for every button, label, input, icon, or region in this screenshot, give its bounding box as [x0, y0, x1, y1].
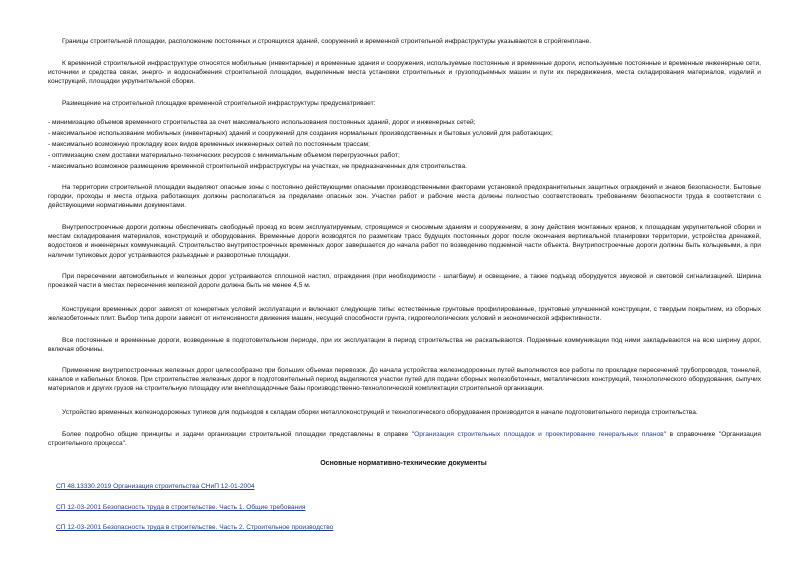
- reference-link-sp12-part2[interactable]: СП 12-03-2001 Безопасность труда в строительстве. Часть 2. Строительное производство: [56, 524, 334, 531]
- list-item: - максимальное использование мобильных (инвентарных) зданий и сооружений для создания нормальных производственных и бытовых условий для работающих;: [48, 130, 553, 137]
- list-item: - оптимизацию схем доставки материально-технических ресурсов с минимальным объемом перегрузочных работ;: [48, 152, 400, 159]
- paragraph-roads-not-dug: Все постоянные и временные дороги, возведенные в подготовительном периоде, при их эксплуатации в период строительства не раскапываются. Подземные коммуникации под ними закладываются на всю ширину дорог, включая обочины.: [48, 337, 761, 354]
- reference-link-sp48[interactable]: СП 48.13330.2019 Организация строительства СНиП 12-01-2004: [56, 483, 255, 490]
- paragraph-road-construction: Конструкции временных дорог зависят от конкретных условий эксплуатации и включают следующие типы: естественные грунтовые профилированные, грунтовые улучшенной конструкции, с твердым покрытием, из сборных железобетонных плит. Выбор типа дороги зависит от интенсивности движения машин, несущей способности грунта, гидрогеологических условий и экономической эффективности.: [48, 306, 761, 323]
- reference-link-sp12-part1[interactable]: СП 12-03-2001 Безопасность труда в строительстве. Часть 1. Общие требования: [56, 504, 306, 511]
- paragraph-railways: Применение внутрипостроечных железных дорог целесообразно при больших объемах перевозок. До начала устройства железнодорожных путей выполняются все работы по прокладке пересечений трубопроводов, тоннелей, каналов и кабельных блоков. При строительстве железных дорог в подготовительный период выделяются участки путей для подачи сборных железобетонных, металлических конструкций, технологического оборудования, сыпучих материалов и других грузов на строительную площадку или внеплощадочные базы производственно-технологической комплектации строительной организации.: [48, 367, 761, 393]
- more-info-text-after: " в справочнике "Организация строительного процесса".: [48, 431, 761, 448]
- paragraph-internal-roads: Внутрипостроечные дороги должны обеспечивать свободный проезд ко всем эксплуатируемым, строящимся и сносимым зданиям и сооружениям, в зону действия монтажных кранов, к площадкам укрупнительной сборки и местам складирования материалов, конструкций и оборудования. Временные дороги возводятся по разметкам трасс будущих постоянных дорог после окончания вертикальной планировки территории, устройства дренажей, водостоков и инженерных коммуникаций. Строительство внутрипостроечных временных дорог завершается до начала работ по возведению подземной части объекта. Внутрипостроечные дороги должны быть кольцевыми, а при наличии тупиковых дорог устраиваются разъездные и разворотные площадки.: [48, 224, 761, 259]
- link-site-organization[interactable]: Организация строительных площадок и проектирование генеральных планов: [414, 431, 664, 438]
- list-item: - максимально возможную прокладку всех видов временных инженерных сетей по постоянным трассам;: [48, 141, 370, 148]
- paragraph-road-crossings: При пересечении автомобильных и железных дорог устраиваются сплошной настил, ограждения (при необходимости - шлагбаум) и освещение, а также подъезд оборудуется звуковой и световой сигнализацией. Ширина проезжей части в местах пересечения железной дороги должна быть не менее 4,5 м.: [48, 273, 761, 290]
- placement-list: [48, 117, 761, 172]
- more-info-text-before: Более подробно общие принципы и задачи организации строительной площадки представлены в справке ": [62, 431, 415, 438]
- paragraph-site-boundaries: Границы строительной площадки, расположение постоянных и строящихся зданий, сооружений и временной строительной инфраструктуры указываются в стройгенплане.: [62, 38, 592, 45]
- paragraph-danger-zones: На территории строительной площадки выделяют опасные зоны с постоянно действующими опасными производственными факторами установкой предохранительных защитных ограждений и знаков безопасности. Бытовые городки, проходы и места отдыха работающих должны располагаться за пределами опасных зон. Участки работ и рабочие места должны полностью соответствовать требованиям безопасности труда в соответствии с действующими нормативными документами.: [48, 184, 761, 210]
- paragraph-more-info: [48, 430, 761, 448]
- paragraph-rail-spurs: Устройство временных железнодорожных тупиков для подъездов к складам сборки металлоконструкций и технологического оборудования производится в начале подготовительного периода строительства.: [62, 409, 698, 416]
- paragraph-temporary-infrastructure: К временной строительной инфраструктуре относятся мобильные (инвентарные) и временные здания и сооружения, используемые постоянные и временные дороги, используемые постоянные и временные инженерные сети, источники и средства связи, энерго- и водоснабжения строительной площадки, выделенные места установки строительных и грузоподъемных машин и пути их передвижения, места складирования материалов, изделий и конструкций, площадки укрупнительной сборки.: [48, 60, 761, 86]
- normative-docs-heading: Основные нормативно-технические документы: [320, 460, 487, 467]
- list-item: - минимизацию объемов временного строительства за счет максимального использования постоянных зданий, дорог и инженерных сетей;: [48, 119, 476, 126]
- paragraph-placement-intro: Размещение на строительной площадке временной строительной инфраструктуры предусматривает:: [62, 100, 376, 107]
- list-item: - максимально возможное размещение временной строительной инфраструктуры на участках, не предназначенных для строительства.: [48, 163, 467, 170]
